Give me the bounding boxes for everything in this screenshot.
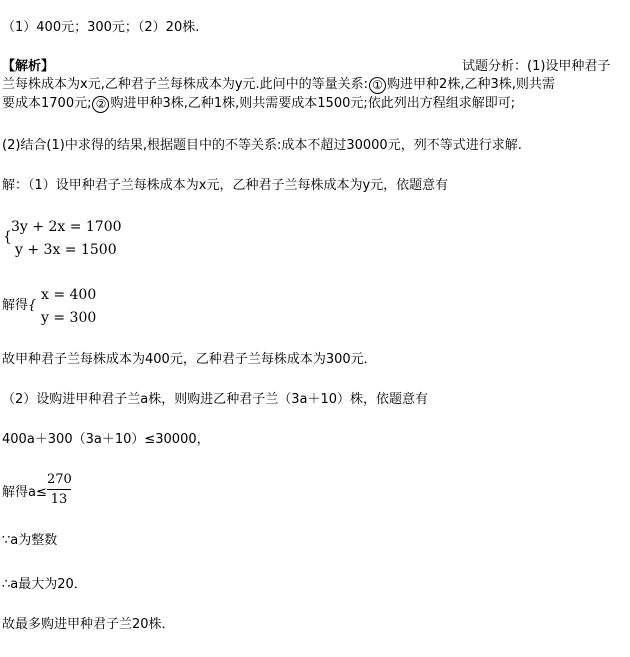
analysis-header: 【解析】 bbox=[2, 59, 55, 74]
conclusion-1: 故甲种君子兰每株成本为400元，乙种君子兰每株成本为300元． bbox=[2, 352, 377, 367]
solve-2-label: 解得a≤ bbox=[2, 485, 47, 500]
therefore-line: ∴a最大为20． bbox=[2, 577, 87, 592]
since-line: ∵a为整数 bbox=[2, 533, 58, 548]
solution-intro: 解：（1）设甲种君子兰每株成本为x元，乙种君子兰每株成本为y元，依题意有 bbox=[2, 178, 449, 193]
fraction-bar bbox=[47, 489, 71, 490]
solve-label: 解得{ bbox=[2, 298, 37, 313]
solution-y: y = 300 bbox=[41, 310, 97, 326]
circled-two: ② bbox=[92, 96, 109, 113]
analysis-right-text: 试题分析：(1)设甲种君子 bbox=[462, 59, 611, 74]
denominator: 13 bbox=[50, 492, 68, 507]
answer-line: （1）400元；300元；（2）20株. bbox=[2, 20, 200, 35]
solution-brace: { bbox=[28, 298, 37, 313]
circled-one: ① bbox=[369, 77, 386, 94]
analysis-line-3: (2)结合(1)中求得的结果,根据题目中的不等关系:成本不超过30000元，列不等式进行求解. bbox=[2, 138, 522, 153]
numerator: 270 bbox=[47, 472, 72, 487]
final-line: 故最多购进甲种君子兰20株． bbox=[2, 617, 175, 632]
equation-2: y + 3x = 1500 bbox=[15, 242, 117, 258]
system-brace: { bbox=[3, 229, 12, 245]
analysis-line-1: 兰每株成本为x元,乙种君子兰每株成本为y元.此问中的等量关系: ① 购进甲种2株,乙种3株,则共需 bbox=[2, 77, 555, 92]
inequality: 400a＋300（3a＋10）≤30000， bbox=[2, 432, 210, 447]
solution-x: x = 400 bbox=[41, 287, 97, 303]
part-2-intro: （2）设购进甲种君子兰a株，则购进乙种君子兰（3a＋10）株，依题意有 bbox=[2, 392, 429, 407]
fraction bbox=[47, 472, 71, 507]
equation-1: 3y + 2x = 1700 bbox=[11, 219, 122, 235]
analysis-line-2: 要成本1700元; ② 购进甲种3株,乙种1株,则共需要成本1500元;依此列出方程组求解即可; bbox=[2, 96, 516, 111]
